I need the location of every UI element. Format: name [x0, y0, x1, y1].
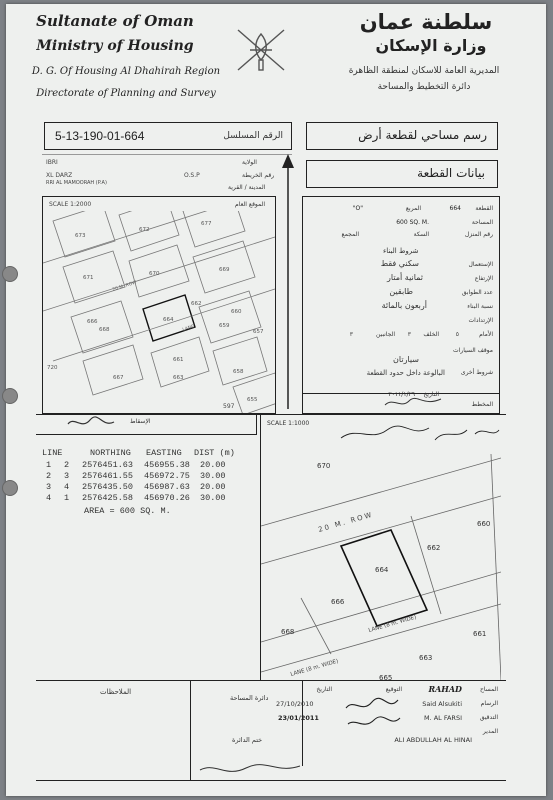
bottom-border [36, 780, 506, 781]
site-plot-label: 657 [253, 329, 264, 335]
site-plot-label: 666 [87, 319, 98, 325]
director-role: المدير [482, 728, 498, 735]
plot-no-value: 664 [449, 205, 461, 212]
site-plot-label: 663 [173, 375, 184, 381]
row-northing: 2576425.58 [82, 493, 134, 503]
draftsman-name: Said Alsukiti [422, 700, 462, 708]
general-site-map [42, 196, 276, 414]
plot-data-title-box [306, 160, 498, 188]
detail-plot-label: 664 [375, 566, 389, 574]
site-plot-label: 667 [113, 375, 124, 381]
use-value: سكني فقط [380, 259, 419, 268]
row-dist: 20.00 [200, 460, 226, 470]
header-ministry-en: Ministry of Housing [36, 38, 194, 54]
plot-signature [383, 395, 443, 411]
header-directorate-en: Directorate of Planning and Survey [36, 88, 216, 99]
header-country-ar: سلطنة عمان [359, 10, 493, 34]
north-arrow-icon [276, 154, 300, 414]
location-info [42, 154, 292, 195]
handwritten-signatures [342, 694, 402, 734]
serial-box [44, 122, 292, 150]
detail-plot-label: 668 [281, 628, 295, 636]
projection-header [36, 414, 257, 435]
other-conditions-value: البالوعة داخل حدود القطعة [366, 369, 445, 377]
detail-plot-label: 670 [317, 462, 331, 470]
site-plot-label: 673 [75, 233, 86, 239]
checker-date: 23/01/2011 [278, 714, 319, 722]
binder-hole [2, 388, 18, 404]
circle-seal-label: ختم الدائرة [232, 736, 263, 744]
site-plot-label: 672 [139, 227, 150, 233]
row-easting: 456972.75 [144, 471, 190, 481]
site-plot-label: 677 [201, 221, 212, 227]
row-dist: 20.00 [200, 482, 226, 492]
site-plot-label: 662 [191, 301, 202, 307]
row-northing: 2576435.50 [82, 482, 134, 492]
map-no-label: رقم الخريطة [242, 172, 275, 179]
detail-scale: SCALE 1:1000 [267, 420, 310, 427]
detail-plot-label: 663 [419, 654, 433, 662]
table-row [42, 493, 272, 505]
row-easting: 456955.38 [144, 460, 190, 470]
detail-plot-label: 662 [427, 544, 441, 552]
site-map-drawing [43, 211, 275, 413]
detail-road-label: 20 M. ROW [317, 510, 375, 534]
header-country-en: Sultanate of Oman [36, 12, 194, 30]
complex-label: المجمع [341, 231, 359, 238]
row-to: 4 [64, 482, 70, 492]
director-name: ALI ABDULLAH AL HINAI [394, 736, 472, 744]
square-label: المربع [405, 205, 421, 212]
site-scale: SCALE 1:2000 [49, 201, 92, 208]
row-dist: 30.00 [200, 493, 226, 503]
row-northing: 2576451.63 [82, 460, 134, 470]
site-road-label: LANE [182, 324, 195, 333]
site-plot-label: 669 [219, 267, 230, 273]
detail-lane-label: LANE (8 m. WIDE) [289, 658, 340, 678]
site-plot-label: 655 [247, 397, 258, 403]
col-line: LINE [42, 448, 63, 458]
floors-label: عدد الطوابق [461, 289, 493, 296]
detail-plot-label: 665 [379, 674, 393, 680]
village-value: XL DARZ [46, 172, 73, 179]
draftsman-role: الرسام [480, 700, 498, 707]
front-label: الأمام [479, 331, 493, 338]
detail-plot-label: 661 [473, 630, 487, 638]
wilayat-label: الولاية [242, 159, 257, 166]
row-to: 1 [64, 493, 70, 503]
bottom-signature [196, 760, 306, 780]
site-plot-label: 659 [219, 323, 230, 329]
col-northing: NORTHING [90, 448, 131, 458]
survey-dept-stamp: دائرة المساحة [230, 694, 269, 702]
site-plot-label: 658 [233, 369, 244, 375]
height-value: ثمانية أمتار [387, 273, 423, 282]
col-easting: EASTING [146, 448, 182, 458]
plot-no-label: القطعة [475, 205, 493, 212]
site-plot-label: 670 [149, 271, 160, 277]
ratio-value: أربعون بالمائة [381, 301, 427, 310]
header-dg-en: D. G. Of Housing Al Dhahirah Region [31, 66, 221, 77]
row-from: 1 [46, 460, 52, 470]
row-dist: 30.00 [200, 471, 226, 481]
binder-hole [2, 266, 18, 282]
header-dg-ar: المديرية العامة للاسكان لمنطقة الظاهرة [348, 66, 500, 76]
area-total: AREA = 600 SQ. M. [84, 506, 171, 516]
notes-title: الملاحظات [100, 688, 132, 696]
surveyor-name: RAHAD [428, 684, 462, 694]
row-easting: 456970.26 [144, 493, 190, 503]
serial-number: 5-13-190-01-664 [55, 129, 145, 143]
detail-map-drawing [261, 414, 501, 680]
plot-date-label: التاريخ [423, 391, 439, 398]
setbacks-label: الإرتدادات [468, 317, 493, 324]
signatures-block [276, 684, 502, 780]
sheet-title-box [306, 122, 498, 150]
site-plot-label: 671 [83, 275, 94, 281]
row-from: 4 [46, 493, 52, 503]
notes-box [36, 680, 191, 780]
other-conditions-label: شروط أخرى [460, 369, 493, 376]
header-ministry-ar: وزارة الإسكان [375, 36, 487, 55]
survey-sheet [6, 4, 546, 796]
row-to: 2 [64, 460, 70, 470]
front-value: ٥ [455, 331, 459, 338]
village-label: المدينة / القرية [228, 184, 266, 191]
binder-hole [2, 480, 18, 496]
wilayat-value: IBRI [46, 159, 58, 166]
plot-date-value: ٢٠١١/١/٢٦ [388, 391, 415, 398]
detail-lane-label: LANE (8 m. WIDE) [367, 614, 418, 634]
subject-plot-outline [341, 530, 427, 626]
conditions-title: شروط البناء [383, 247, 419, 255]
sheet-title: رسم مساحي لقطعة أرض [358, 128, 487, 142]
detail-plot-label: 666 [331, 598, 345, 606]
stamps-box [190, 680, 303, 766]
block-label: السكة [413, 231, 429, 238]
house-no-label: رقم المنزل [464, 231, 493, 238]
detail-map [260, 414, 501, 680]
oman-emblem-icon [228, 24, 294, 80]
site-plot-label: 664 [163, 317, 174, 323]
floors-value: طابقين [389, 287, 413, 296]
row-northing: 2576461.55 [82, 471, 134, 481]
row-from: 2 [46, 471, 52, 481]
site-title: الموقع العام [235, 201, 265, 208]
draftsman-date: 27/10/2010 [276, 700, 314, 708]
height-label: الإرتفاع [474, 275, 493, 282]
surveyor-role: المساح [479, 686, 498, 693]
plot-data-panel [302, 196, 500, 414]
parking-value: سيارتان [393, 355, 419, 364]
date-label: التاريخ [316, 686, 332, 693]
parking-label: موقف السيارات [453, 347, 493, 354]
projection-signature [66, 416, 116, 432]
checker-name: M. AL FARSI [423, 714, 462, 722]
row-easting: 456987.63 [144, 482, 190, 492]
row-to: 3 [64, 471, 70, 481]
plot-surveyor-label: المخطط [471, 401, 493, 408]
site-plot-label: 668 [99, 327, 110, 333]
use-label: الإستعمال [468, 261, 493, 268]
plot-data-title: بيانات القطعة [417, 166, 485, 180]
serial-label: الرقم المسلسل [223, 131, 283, 141]
detail-plot-label: 660 [477, 520, 491, 528]
back-label: الخلف [423, 331, 439, 338]
site-road-label: 20 M. ROW [112, 280, 138, 293]
area-label: المساحة [471, 219, 493, 226]
site-plot-label: 720 [47, 365, 58, 371]
ratio-label: نسبة البناء [467, 303, 493, 310]
projection-title: الإسقاط [130, 418, 151, 425]
map-no-value: O.S.P [184, 172, 200, 179]
sides-value: ٣ [349, 331, 353, 338]
back-value: ٣ [407, 331, 411, 338]
square-value: "O" [352, 205, 363, 212]
area-value: 600 SQ. M. [396, 219, 429, 226]
site-plot-label: 661 [173, 357, 184, 363]
site-plot-597: 597 [223, 403, 235, 410]
sides-label: الجانبين [375, 331, 395, 338]
signature-label: التوقيع [385, 686, 402, 693]
checker-role: التدقيق [479, 714, 498, 721]
site-plot-label: 660 [231, 309, 242, 315]
col-dist: DIST (m) [194, 448, 235, 458]
header-directorate-ar: دائرة التخطيط والمساحة [377, 82, 471, 92]
village-value-2: RRI AL MAMOORAH (P.A) [46, 180, 107, 186]
row-from: 3 [46, 482, 52, 492]
